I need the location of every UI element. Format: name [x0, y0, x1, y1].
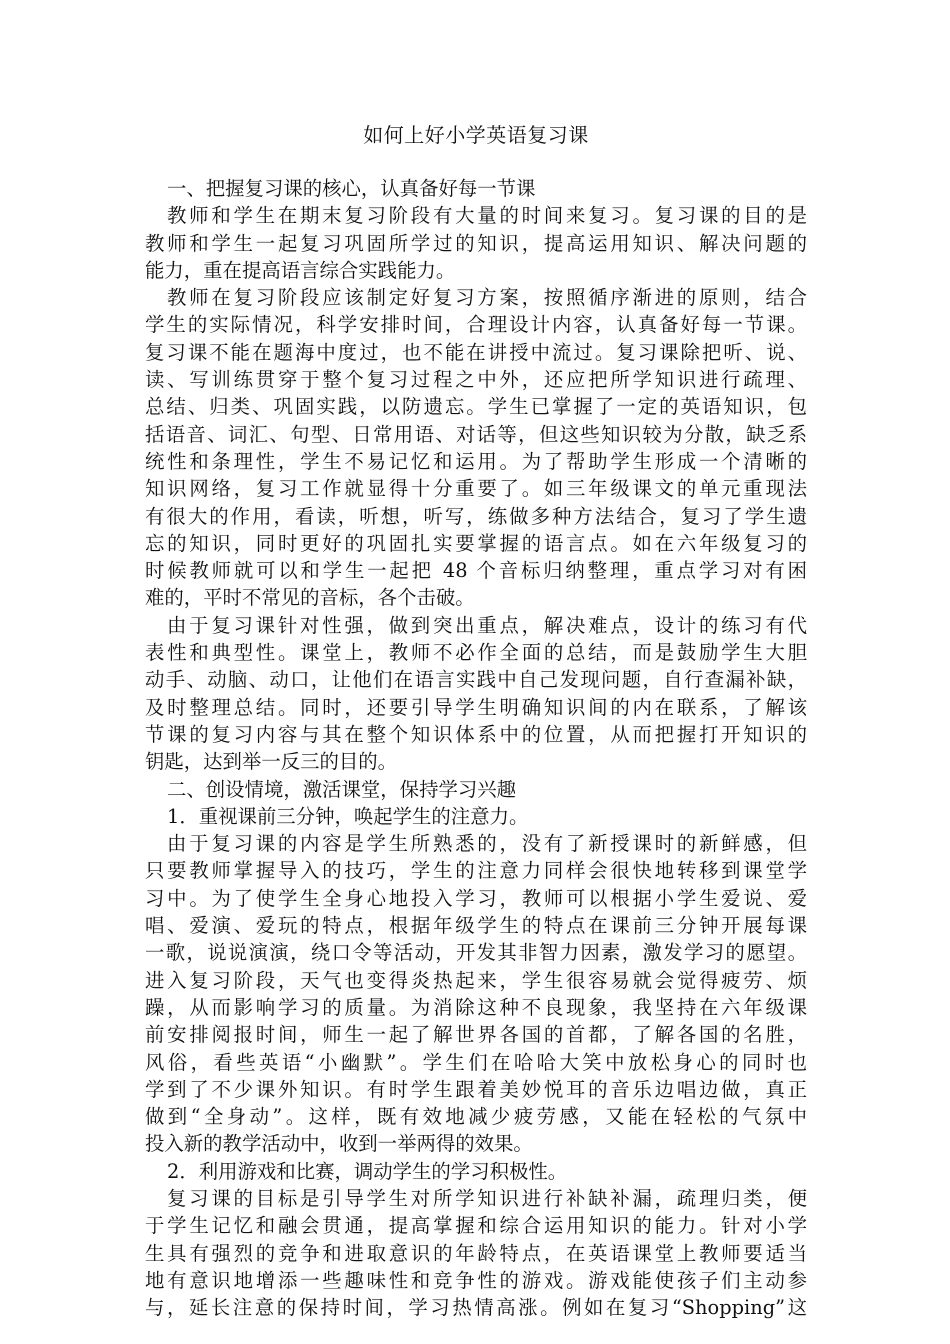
- text-line: 一、把握复习课的核心，认真备好每一节课: [167, 177, 536, 200]
- text-line: 学生的实际情况，科学安排时间，合理设计内容，认真备好每一节课。: [145, 313, 807, 337]
- text-line: 教师和学生在期末复习阶段有大量的时间来复习。复习课的目的是: [167, 204, 807, 228]
- document-page: [145, 112, 807, 1321]
- text-line: 难的，平时不常见的音标，各个击破。: [145, 586, 475, 610]
- text-line: 统性和条理性，学生不易记忆和运用。为了帮助学生形成一个清晰的: [145, 449, 807, 473]
- text-line: 时候教师就可以和学生一起把 48 个音标归纳整理，重点学习对有困: [145, 559, 807, 583]
- text-line: 地有意识地增添一些趣味性和竞争性的游戏。游戏能使孩子们主动参: [145, 1268, 807, 1292]
- document-title: 如何上好小学英语复习课: [363, 123, 589, 147]
- text-line: 一歌，说说演演，绕口令等活动，开发其非智力因素，激发学习的愿望。: [145, 941, 807, 965]
- text-line: 与，延长注意的保持时间，学习热情高涨。例如在复习“Shopping”这: [145, 1296, 807, 1320]
- text-line: 复习课不能在题海中度过，也不能在讲授中流过。复习课除把听、说、: [145, 340, 807, 364]
- text-line: 2．利用游戏和比赛，调动学生的学习积极性。: [167, 1159, 568, 1183]
- text-line: 学到了不少课外知识。有时学生跟着美妙悦耳的音乐边唱边做，真正: [145, 1077, 807, 1101]
- text-line: 只要教师掌握导入的技巧，学生的注意力同样会很快地转移到课堂学: [145, 859, 807, 883]
- text-line: 教师在复习阶段应该制定好复习方案，按照循序渐进的原则，结合: [167, 286, 807, 310]
- text-line: 总结、归类、巩固实践，以防遗忘。学生已掌握了一定的英语知识，包: [145, 395, 807, 419]
- text-line: 进入复习阶段，天气也变得炎热起来，学生很容易就会觉得疲劳、烦: [145, 968, 807, 992]
- text-line: 节课的复习内容与其在整个知识体系中的位置，从而把握打开知识的: [145, 722, 807, 746]
- text-line: 前安排阅报时间，师生一起了解世界各国的首都，了解各国的名胜，: [145, 1023, 807, 1047]
- text-line: 括语音、词汇、句型、日常用语、对话等，但这些知识较为分散，缺乏系: [145, 422, 807, 446]
- text-line: 1．重视课前三分钟，唤起学生的注意力。: [167, 804, 529, 828]
- text-line: 忘的知识，同时更好的巩固扎实要掌握的语言点。如在六年级复习的: [145, 531, 807, 555]
- text-line: 由于复习课的内容是学生所熟悉的，没有了新授课时的新鲜感，但: [167, 832, 807, 856]
- text-line: 风俗，看些英语“小幽默”。学生们在哈哈大笑中放松身心的同时也: [145, 1050, 807, 1074]
- text-line: 躁，从而影响学习的质量。为消除这种不良现象，我坚持在六年级课: [145, 995, 807, 1019]
- text-line: 读、写训练贯穿于整个复习过程之中外，还应把所学知识进行疏理、: [145, 368, 807, 392]
- text-line: 投入新的教学活动中，收到一举两得的效果。: [145, 1132, 533, 1156]
- text-line: 生具有强烈的竞争和进取意识的年龄特点，在英语课堂上教师要适当: [145, 1241, 807, 1265]
- text-line: 有很大的作用，看读，听想，听写，练做多种方法结合，复习了学生遗: [145, 504, 807, 528]
- text-line: 教师和学生一起复习巩固所学过的知识，提高运用知识、解决问题的: [145, 231, 807, 255]
- text-line: 动手、动脑、动口，让他们在语言实践中自己发现问题，自行查漏补缺，: [145, 668, 807, 692]
- text-line: 及时整理总结。同时，还要引导学生明确知识间的内在联系，了解该: [145, 695, 807, 719]
- text-line: 表性和典型性。课堂上，教师不必作全面的总结，而是鼓励学生大胆: [145, 641, 807, 665]
- text-line: 由于复习课针对性强，做到突出重点，解决难点，设计的练习有代: [167, 613, 807, 637]
- text-line: 于学生记忆和融会贯通，提高掌握和综合运用知识的能力。针对小学: [145, 1214, 807, 1238]
- text-line: 钥匙，达到举一反三的目的。: [145, 750, 398, 774]
- text-line: 知识网络，复习工作就显得十分重要了。如三年级课文的单元重现法: [145, 477, 807, 501]
- text-line: 唱、爱演、爱玩的特点，根据年级学生的特点在课前三分钟开展每课: [145, 914, 807, 938]
- document-body: [145, 175, 807, 1321]
- text-line: 复习课的目标是引导学生对所学知识进行补缺补漏，疏理归类，便: [167, 1186, 807, 1210]
- text-line: 做到“全身动”。这样，既有效地减少疲劳感，又能在轻松的气氛中: [145, 1105, 807, 1129]
- text-line: 习中。为了使学生全身心地投入学习，教师可以根据小学生爱说、爱: [145, 886, 807, 910]
- text-line: 二、创设情境，激活课堂，保持学习兴趣: [167, 777, 517, 801]
- text-line: 能力，重在提高语言综合实践能力。: [145, 258, 456, 282]
